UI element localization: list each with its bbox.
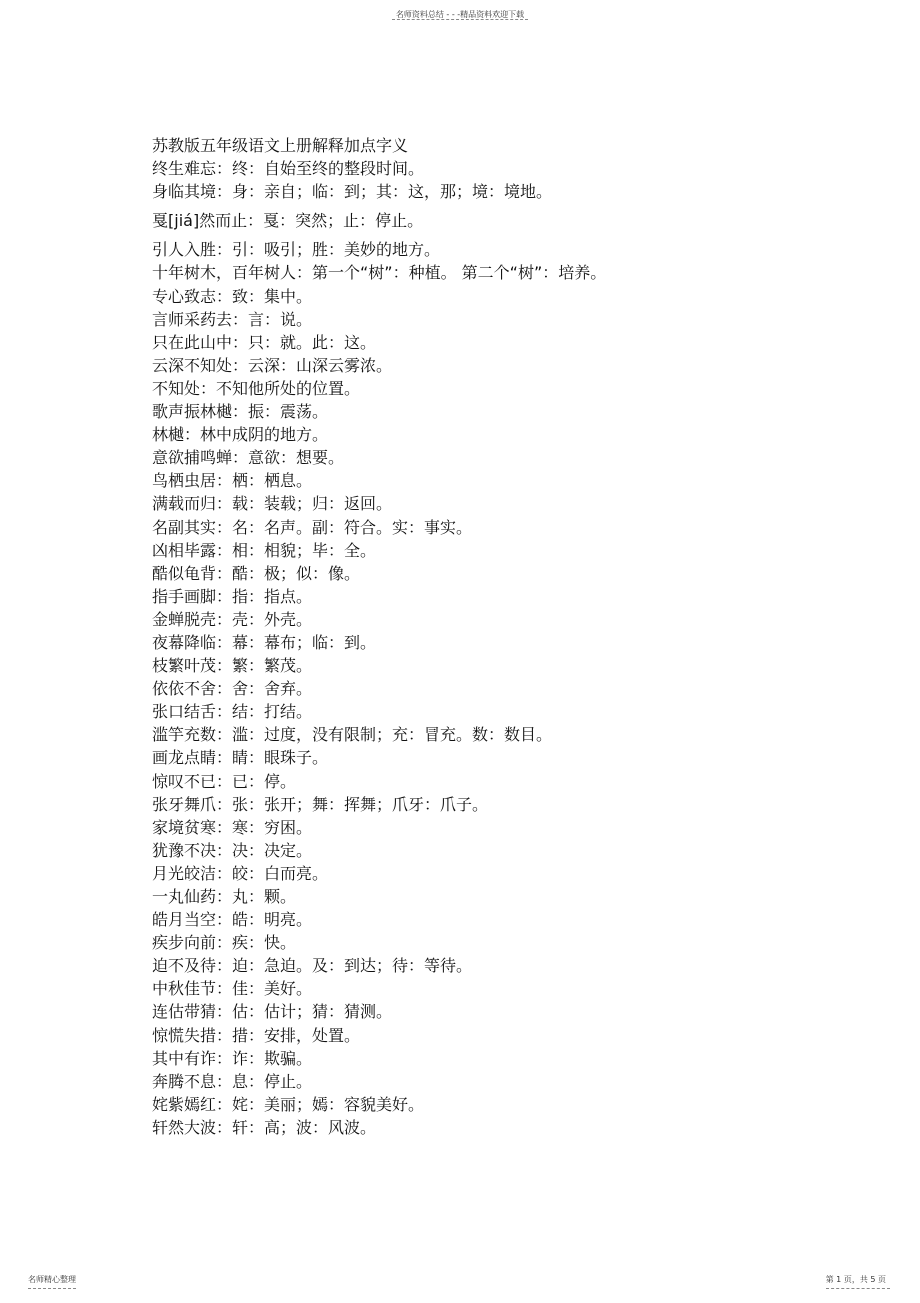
entry-line: 戛[jiá]然而止：戛：突然；止：停止。 [152, 211, 424, 231]
entry-line: 言师采药去：言：说。 [152, 309, 313, 329]
entry-line: 依依不舍：舍：舍弃。 [152, 679, 313, 699]
entry-line: 滥竽充数：滥：过度，没有限制；充：冒充。数：数目。 [152, 725, 553, 745]
entry-line: 一丸仙药：丸：颗。 [152, 887, 297, 906]
footer-left-divider [28, 1288, 76, 1289]
entry-line: 其中有诈：诈：欺骗。 [152, 1048, 313, 1068]
entry-line: 轩然大波：轩：高；波：风波。 [152, 1117, 377, 1137]
entry-line: 酷似龟背：酷：极；似：像。 [152, 563, 361, 583]
entry-line: 林樾：林中成阴的地方。 [152, 425, 329, 445]
entry-line: 画龙点睛：睛：眼珠子。 [152, 748, 329, 768]
entry-line: 只在此山中：只：就。此：这。 [152, 332, 377, 352]
page-number: 第 1 页，共 5 页 [825, 1275, 886, 1284]
entry-line: 夜幕降临：幕：幕布；临：到。 [152, 632, 377, 652]
entry-line: 身临其境：身：亲自；临：到；其：这，那；境：境地。 [152, 182, 553, 202]
entry-line: 名副其实：名：名声。副：符合。实：事实。 [152, 517, 473, 537]
entry-line: 姹紫嫣红：姹：美丽；嫣：容貌美好。 [152, 1094, 425, 1114]
entry-line: 迫不及待：迫：急迫。及：到达；待：等待。 [152, 956, 473, 976]
entry-line: 十年树木，百年树人：第一个“树”：种植。 第二个“树”：培养。 [152, 263, 607, 283]
entry-line: 意欲捕鸣蝉：意欲：想要。 [152, 448, 345, 468]
entry-line: 中秋佳节：佳：美好。 [152, 979, 313, 999]
entry-line: 专心致志：致：集中。 [152, 286, 313, 306]
entry-list [152, 157, 852, 1139]
entry-line: 歌声振林樾：振：震荡。 [152, 402, 329, 422]
entry-line: 皓月当空：皓：明亮。 [152, 910, 313, 930]
footer-left: 名师精心整理 [28, 1275, 76, 1284]
entry-line: 惊慌失措：措：安排，处置。 [152, 1025, 361, 1045]
entry-line: 奔腾不息：息：停止。 [152, 1071, 313, 1091]
entry-line: 凶相毕露：相：相貌；毕：全。 [152, 540, 377, 560]
entry-line: 疾步向前：疾：快。 [152, 933, 297, 953]
page-header: 名师资料总结 - - -精品资料欢迎下载 [395, 10, 525, 19]
entry-line: 枝繁叶茂：繁：繁茂。 [152, 656, 313, 676]
entry-line: 终生难忘：终：自始至终的整段时间。 [152, 159, 425, 179]
entry-line: 金蝉脱壳：壳：外壳。 [152, 609, 313, 629]
entry-line: 鸟栖虫居：栖：栖息。 [152, 471, 313, 491]
entry-line: 云深不知处：云深：山深云雾浓。 [152, 355, 393, 375]
header-divider [392, 19, 528, 20]
entry-line: 张口结舌：结：打结。 [152, 702, 313, 722]
entry-line: 指手画脚：指：指点。 [152, 586, 313, 606]
document-title: 苏教版五年级语文上册解释加点字义 [152, 136, 409, 155]
document-body [152, 134, 852, 1139]
entry-line: 引人入胜：引：吸引；胜：美妙的地方。 [152, 240, 441, 260]
entry-line: 惊叹不已：已：停。 [152, 771, 297, 791]
entry-line: 张牙舞爪：张：张开；舞：挥舞；爪牙：爪子。 [152, 794, 489, 814]
entry-line: 犹豫不决：决：决定。 [152, 840, 313, 860]
entry-line: 连估带猜：估：估计；猜：猜测。 [152, 1002, 393, 1022]
entry-line: 家境贫寒：寒：穷困。 [152, 817, 313, 837]
entry-line: 月光皎洁：皎：白而亮。 [152, 863, 329, 883]
entry-line: 不知处：不知他所处的位置。 [152, 378, 361, 398]
footer-right-divider [826, 1288, 890, 1289]
entry-line: 满载而归：载：装载；归：返回。 [152, 494, 393, 514]
